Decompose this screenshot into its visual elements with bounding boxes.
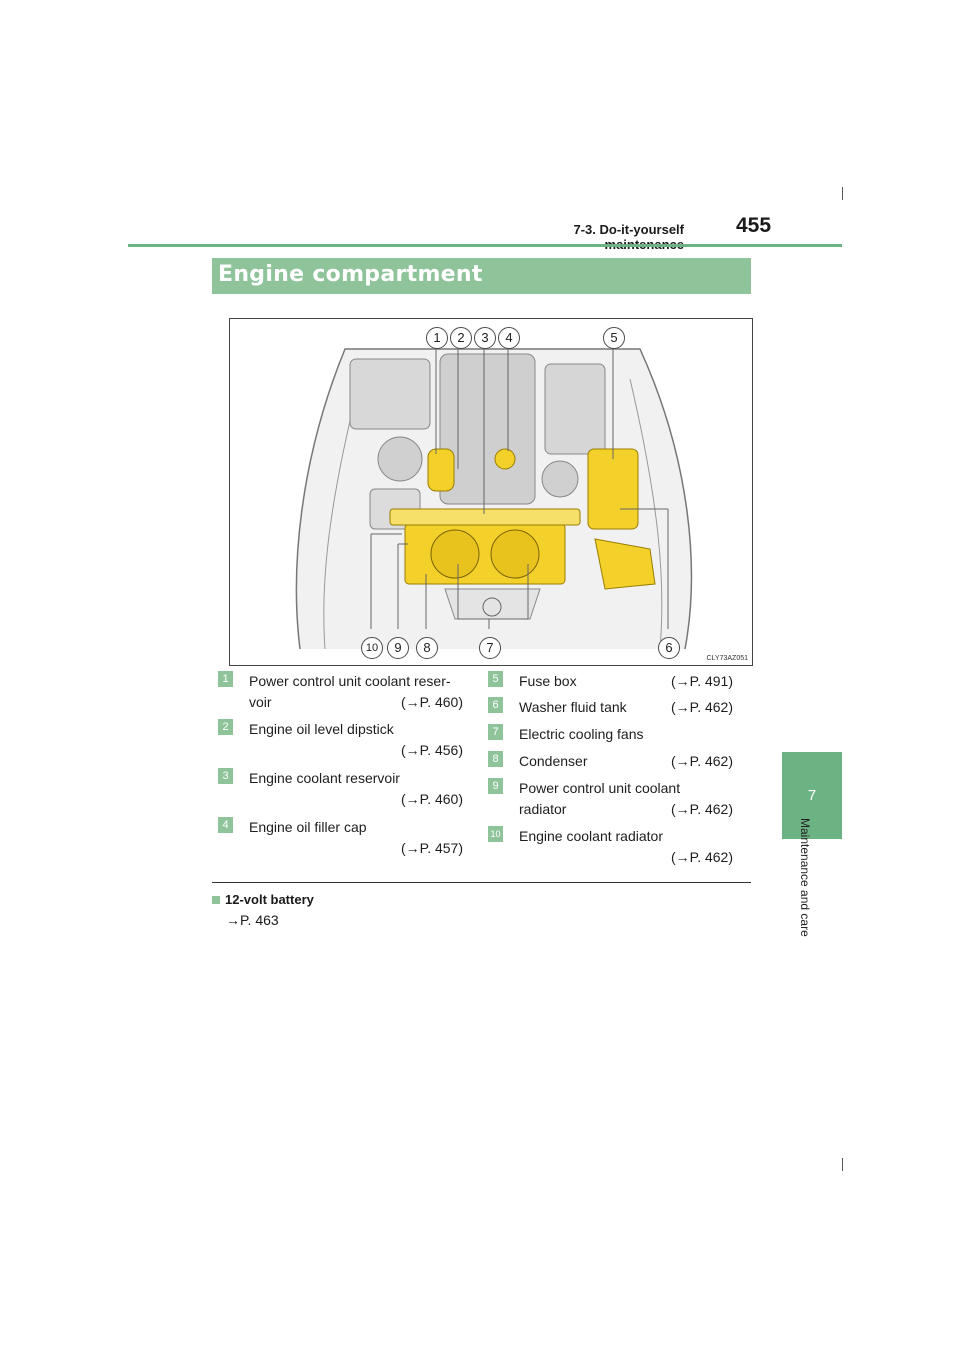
item-page-ref[interactable]: (→P. 491)	[671, 673, 733, 689]
callout-1: 1	[426, 327, 448, 349]
list-item-7	[488, 724, 733, 746]
item-label: Engine oil filler cap	[249, 819, 367, 835]
note-page-ref[interactable]: →P. 463	[226, 912, 279, 928]
item-label: Engine oil level dipstick	[249, 721, 394, 737]
item-number: 4	[218, 817, 233, 833]
list-item-2	[218, 719, 463, 763]
section-title: 7-3. Do-it-yourself	[573, 222, 684, 237]
item-page-ref[interactable]: (→P. 462)	[671, 699, 733, 715]
callout-8: 8	[416, 637, 438, 659]
item-page-ref[interactable]: (→P. 462)	[671, 753, 733, 769]
item-label: Engine coolant radiator	[519, 828, 663, 844]
figure-code: CLY73AZ051	[706, 655, 748, 662]
item-page-ref[interactable]: (→P. 457)	[401, 840, 463, 856]
item-label: Fuse box	[519, 673, 577, 689]
list-item-10	[488, 826, 733, 870]
item-label-cont: voir	[249, 694, 272, 710]
section-heading: Engine compartment	[218, 262, 483, 287]
chapter-label: Maintenance and care	[798, 818, 812, 937]
callout-5: 5	[603, 327, 625, 349]
item-number: 9	[488, 778, 503, 794]
list-item-1	[218, 671, 463, 715]
item-label-cont: radiator	[519, 801, 567, 817]
item-label: Engine coolant reservoir	[249, 770, 400, 786]
item-label: Electric cooling fans	[519, 726, 644, 742]
item-label: Condenser	[519, 753, 588, 769]
callout-6: 6	[658, 637, 680, 659]
bullet-square-icon	[212, 896, 220, 904]
callout-3: 3	[474, 327, 496, 349]
item-label: Washer fluid tank	[519, 699, 627, 715]
list-item-4	[218, 817, 463, 861]
item-label: Power control unit coolant reser-	[249, 673, 451, 689]
item-number: 5	[488, 671, 503, 687]
item-page-ref[interactable]: (→P. 462)	[671, 849, 733, 865]
item-number: 3	[218, 768, 233, 784]
item-number: 1	[218, 671, 233, 687]
item-number: 6	[488, 697, 503, 713]
item-number: 2	[218, 719, 233, 735]
list-item-8	[488, 751, 733, 773]
list-item-5	[488, 671, 733, 693]
note-heading	[212, 892, 314, 907]
note-heading-text: 12-volt battery	[225, 892, 314, 907]
callout-7: 7	[479, 637, 501, 659]
item-label: Power control unit coolant	[519, 780, 681, 796]
item-number: 10	[488, 826, 503, 842]
callout-9: 9	[387, 637, 409, 659]
item-number: 7	[488, 724, 503, 740]
list-item-6	[488, 697, 733, 719]
item-page-ref[interactable]: (→P. 460)	[401, 694, 463, 710]
engine-illustration	[230, 319, 752, 665]
item-page-ref[interactable]: (→P. 462)	[671, 801, 733, 817]
callout-4: 4	[498, 327, 520, 349]
item-page-ref[interactable]: (→P. 460)	[401, 791, 463, 807]
list-item-3	[218, 768, 463, 812]
callout-10: 10	[361, 637, 383, 659]
list-item-9	[488, 778, 733, 822]
page-number: 455	[736, 214, 772, 237]
header-rule	[128, 244, 842, 247]
section-heading-bar	[212, 258, 751, 294]
callout-2: 2	[450, 327, 472, 349]
list-divider	[212, 882, 751, 883]
item-number: 8	[488, 751, 503, 767]
crop-mark-bottom	[842, 1158, 843, 1171]
engine-compartment-figure	[229, 318, 753, 666]
crop-mark-top	[842, 187, 843, 200]
item-page-ref[interactable]: (→P. 456)	[401, 742, 463, 758]
chapter-tab[interactable]: 7	[782, 752, 842, 839]
